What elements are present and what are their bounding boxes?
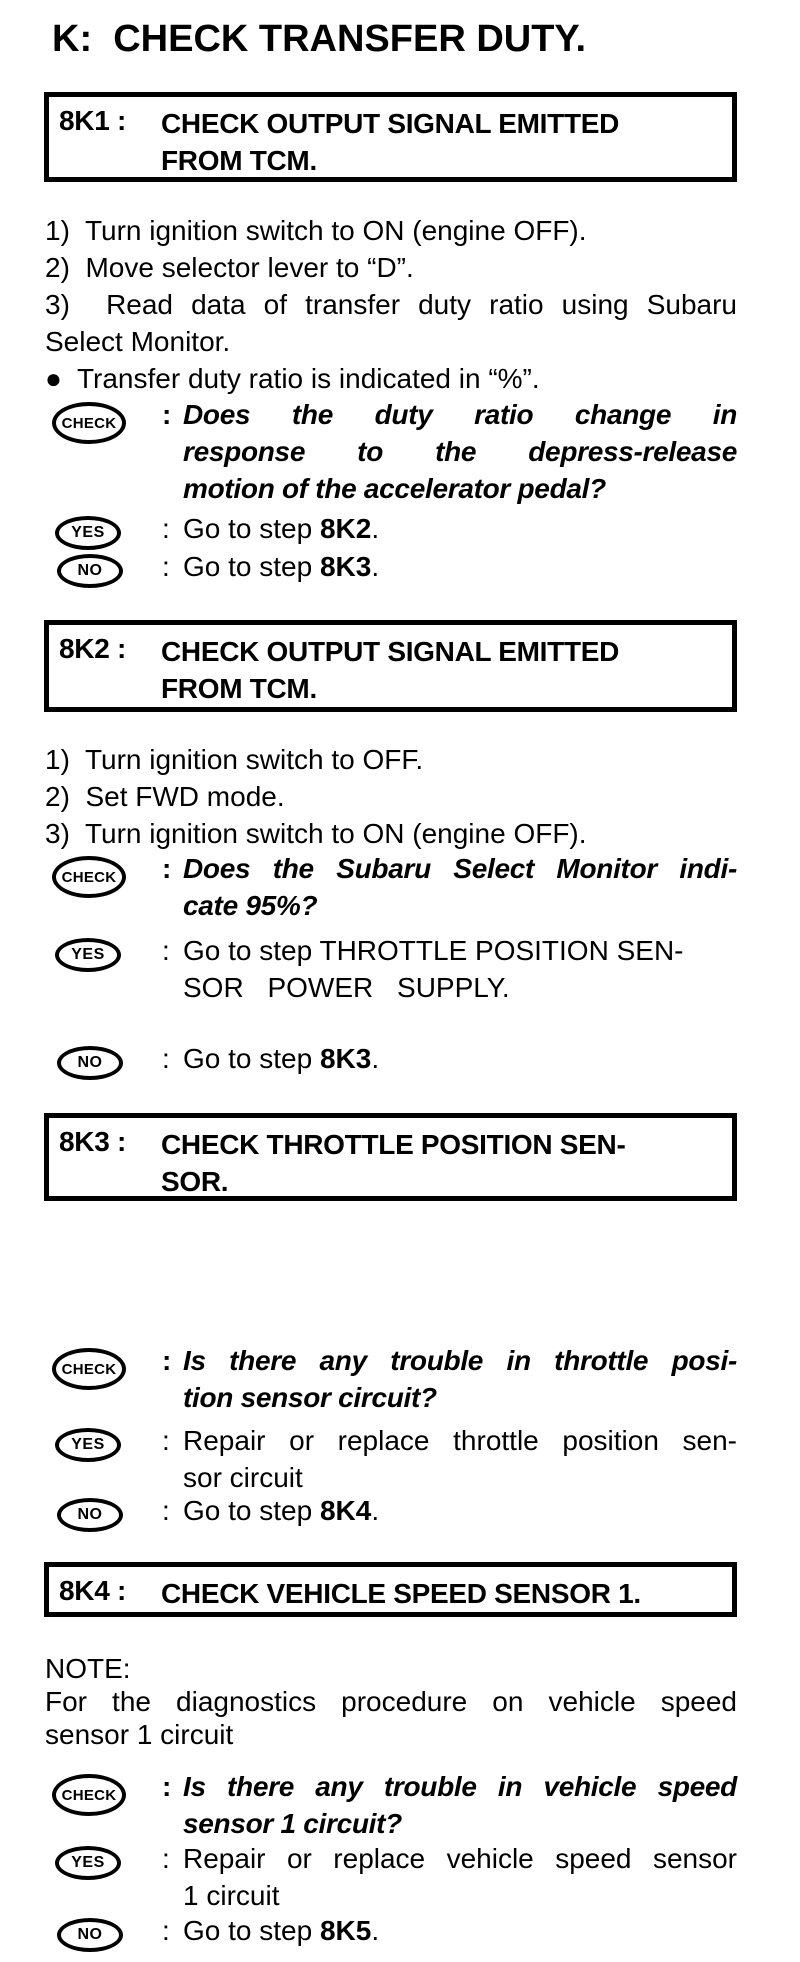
separator-colon: : — [162, 1771, 172, 1802]
step-title-8k4 — [161, 1575, 732, 1612]
action-text: Go to step — [183, 1915, 320, 1946]
question-line: Does the duty ratio change in — [183, 399, 737, 430]
step-title-line: FROM TCM. — [161, 145, 317, 176]
separator-colon: : — [162, 513, 170, 544]
action-text: . — [371, 513, 380, 544]
action-text: . — [371, 551, 380, 582]
step-id-8k2: 8K2 : — [59, 633, 126, 664]
separator-colon: : — [162, 935, 170, 966]
procedure-step: 2) Move selector lever to “D”. — [45, 252, 414, 283]
yes-badge — [55, 516, 121, 550]
no-action-8k3 — [183, 1492, 737, 1529]
action-line: sor circuit — [183, 1462, 303, 1493]
no-badge — [57, 1918, 123, 1952]
action-line: SOR POWER SUPPLY. — [183, 972, 510, 1003]
separator-colon: : — [162, 1915, 170, 1946]
question-line: Is there any trouble in throttle posi- — [183, 1345, 737, 1376]
no-action-8k1 — [183, 548, 737, 585]
separator-colon: : — [162, 551, 170, 582]
step-box-8k3 — [44, 1113, 737, 1201]
procedure-step: 3) Read data of transfer duty ratio using Subaru — [45, 289, 737, 320]
action-text: . — [371, 1915, 380, 1946]
yes-badge — [55, 1846, 121, 1880]
question-line: cate 95%? — [183, 890, 318, 921]
question-line: sensor 1 circuit? — [183, 1808, 402, 1839]
bullet-note: ● Transfer duty ratio is indicated in “%”. — [45, 363, 540, 394]
step-title-8k1 — [161, 105, 732, 179]
action-text: Go to step — [183, 1043, 320, 1074]
note-line: sensor 1 circuit — [45, 1719, 234, 1750]
check-question-8k3 — [183, 1342, 737, 1416]
step-title-line: CHECK OUTPUT SIGNAL EMITTED — [161, 108, 620, 139]
yes-action-8k2 — [183, 932, 737, 1006]
step-box-8k2 — [44, 620, 737, 712]
yes-badge-label: YES — [71, 524, 105, 541]
action-text: . — [371, 1495, 380, 1526]
step-id-8k1: 8K1 : — [59, 105, 126, 136]
procedure-step-wrap: Select Monitor. — [45, 326, 231, 357]
step-title-line: CHECK OUTPUT SIGNAL EMITTED — [161, 636, 620, 667]
step-title-line: CHECK THROTTLE POSITION SEN- — [161, 1129, 626, 1160]
yes-badge-label: YES — [71, 1436, 105, 1453]
check-badge — [52, 402, 126, 444]
separator-colon: : — [162, 1495, 170, 1526]
step-title-line: SOR. — [161, 1166, 229, 1197]
no-badge-label: NO — [77, 562, 103, 579]
no-badge-label: NO — [77, 1054, 103, 1071]
question-line: motion of the accelerator pedal? — [183, 473, 606, 504]
no-action-8k4 — [183, 1912, 737, 1949]
action-line: Repair or replace throttle position sen- — [183, 1425, 737, 1456]
yes-badge — [55, 938, 121, 972]
yes-badge-label: YES — [71, 946, 105, 963]
action-text: . — [371, 1043, 380, 1074]
no-action-8k2 — [183, 1040, 737, 1077]
procedure-step: 2) Set FWD mode. — [45, 781, 285, 812]
separator-colon: : — [162, 1345, 172, 1376]
action-text: Go to step — [183, 513, 320, 544]
step-title-8k3 — [161, 1126, 732, 1200]
procedure-step: 1) Turn ignition switch to ON (engine OFF). — [45, 215, 587, 246]
check-badge-label: CHECK — [61, 868, 117, 886]
check-badge-label: CHECK — [61, 1786, 117, 1804]
separator-colon: : — [162, 1425, 170, 1456]
procedure-step: 3) Turn ignition switch to ON (engine OFF). — [45, 818, 587, 849]
step-reference: 8K3 — [319, 1043, 372, 1074]
yes-action-8k3 — [183, 1422, 737, 1496]
check-badge-label: CHECK — [61, 1360, 117, 1378]
question-line: Is there any trouble in vehicle speed — [183, 1771, 737, 1802]
step-title-8k2 — [161, 633, 732, 707]
step-reference: 8K2 — [319, 513, 372, 544]
check-question-8k2 — [183, 850, 737, 924]
no-badge-label: NO — [77, 1506, 103, 1523]
separator-colon: : — [162, 853, 172, 884]
step-title-line: FROM TCM. — [161, 673, 317, 704]
action-line: 1 circuit — [183, 1880, 280, 1911]
step-reference: 8K5 — [319, 1915, 372, 1946]
page-title: K: CHECK TRANSFER DUTY. — [52, 18, 587, 60]
question-line: tion sensor circuit? — [183, 1382, 437, 1413]
no-badge-label: NO — [77, 1926, 103, 1943]
action-text: Go to step — [183, 1495, 320, 1526]
note-8k4 — [45, 1652, 737, 1751]
action-text: Go to step — [183, 551, 320, 582]
action-line: Go to step THROTTLE POSITION SEN- — [183, 935, 684, 966]
no-badge — [57, 1498, 123, 1532]
check-question-8k1 — [183, 396, 737, 507]
check-badge — [52, 856, 126, 898]
check-question-8k4 — [183, 1768, 737, 1842]
step-reference: 8K3 — [319, 551, 372, 582]
action-line: Repair or replace vehicle speed sensor — [183, 1843, 737, 1874]
yes-badge — [55, 1428, 121, 1462]
check-badge — [52, 1348, 126, 1390]
check-badge-label: CHECK — [61, 414, 117, 432]
note-line: For the diagnostics procedure on vehicle speed — [45, 1686, 737, 1717]
step-id-8k4: 8K4 : — [59, 1575, 126, 1606]
separator-colon: : — [162, 1843, 170, 1874]
no-badge — [57, 554, 123, 588]
procedure-step: 1) Turn ignition switch to OFF. — [45, 744, 424, 775]
procedure-steps-8k2 — [45, 741, 737, 852]
separator-colon: : — [162, 399, 172, 430]
no-badge — [57, 1046, 123, 1080]
yes-action-8k1 — [183, 510, 737, 547]
step-id-8k3: 8K3 : — [59, 1126, 126, 1157]
note-label: NOTE: — [45, 1653, 131, 1684]
check-badge — [52, 1774, 126, 1816]
yes-badge-label: YES — [71, 1854, 105, 1871]
question-line: Does the Subaru Select Monitor indi- — [183, 853, 737, 884]
separator-colon: : — [162, 1043, 170, 1074]
step-title-line: CHECK VEHICLE SPEED SENSOR 1. — [161, 1578, 641, 1609]
step-box-8k4 — [44, 1562, 737, 1617]
step-reference: 8K4 — [319, 1495, 372, 1526]
yes-action-8k4 — [183, 1840, 737, 1914]
step-box-8k1 — [44, 92, 737, 182]
procedure-steps-8k1 — [45, 212, 737, 397]
question-line: response to the depress-release — [183, 436, 737, 467]
